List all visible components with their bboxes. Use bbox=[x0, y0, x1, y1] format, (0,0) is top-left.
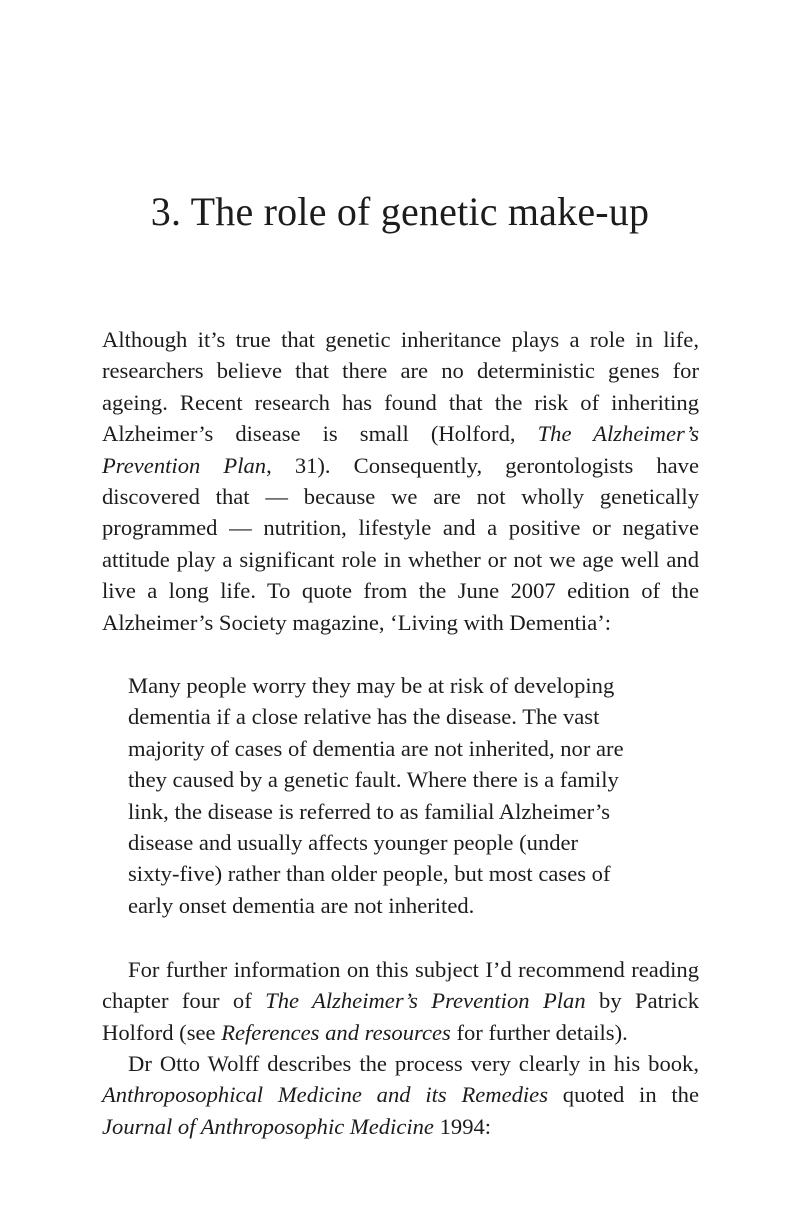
paragraph-text: , 31). Consequently, gerontologists have discovered that — because we are not wholly genetically programmed — nutrition, lifestyle and a positive or negative attitude play a significant role in whether or not we age well and live a long life. To quote from the June 2007 edition of the Alzheimer’s Society magazine, ‘Living with Dementia’: bbox=[102, 452, 699, 635]
paragraph-text: by Patrick Holford (see bbox=[102, 988, 700, 1045]
quote-line: Many people worry they may be at risk of developing bbox=[128, 673, 615, 698]
paragraph-text: Dr Otto Wolff describes the process very clearly in his book, bbox=[128, 1051, 699, 1076]
book-title-italic: The Alzheimer’s Prevention Plan bbox=[102, 421, 700, 478]
quote-line: majority of cases of dementia are not inherited, nor are bbox=[128, 735, 624, 761]
quote-line: they caused by a genetic fault. Where there is a family bbox=[128, 767, 619, 793]
quote-line: link, the disease is referred to as familial Alzheimer’s bbox=[128, 798, 611, 824]
quote-line: dementia if a close relative has the disease. The vast bbox=[128, 704, 600, 730]
journal-title-italic: Journal of Anthroposophic Medicine bbox=[102, 1113, 434, 1139]
quote-line: sixty-five) rather than older people, but most cases of bbox=[128, 861, 611, 887]
paragraph-text: for further details). bbox=[450, 1019, 628, 1045]
paragraph-text: Although it’s true that genetic inheritance plays a role in life, researchers believe that there are no deterministic genes for ageing. Recent research has found that the risk of inheriting Alzheimer’s disease is small (Holford, bbox=[102, 327, 699, 447]
quote-line: disease and usually affects younger people (under bbox=[128, 830, 579, 856]
paragraph-genetic-inheritance bbox=[102, 324, 699, 638]
quote-line: early onset dementia are not inherited. bbox=[128, 892, 475, 918]
paragraph-text: For further information on this subject I’d recommend reading chapter four of bbox=[102, 957, 699, 1014]
section-reference-italic: References and resources bbox=[221, 1019, 451, 1045]
block-quote-dementia bbox=[128, 670, 688, 921]
chapter-title: 3. The role of genetic make-up bbox=[150, 189, 650, 234]
book-title-italic: The Alzheimer’s Prevention Plan bbox=[265, 988, 586, 1014]
paragraph-further-information bbox=[102, 954, 699, 1048]
paragraph-otto-wolff bbox=[102, 1048, 699, 1142]
book-title-italic: Anthroposophical Medicine and its Remedies bbox=[102, 1082, 549, 1108]
paragraph-text: 1994: bbox=[433, 1113, 492, 1139]
paragraph-text: quoted in the bbox=[548, 1082, 699, 1108]
